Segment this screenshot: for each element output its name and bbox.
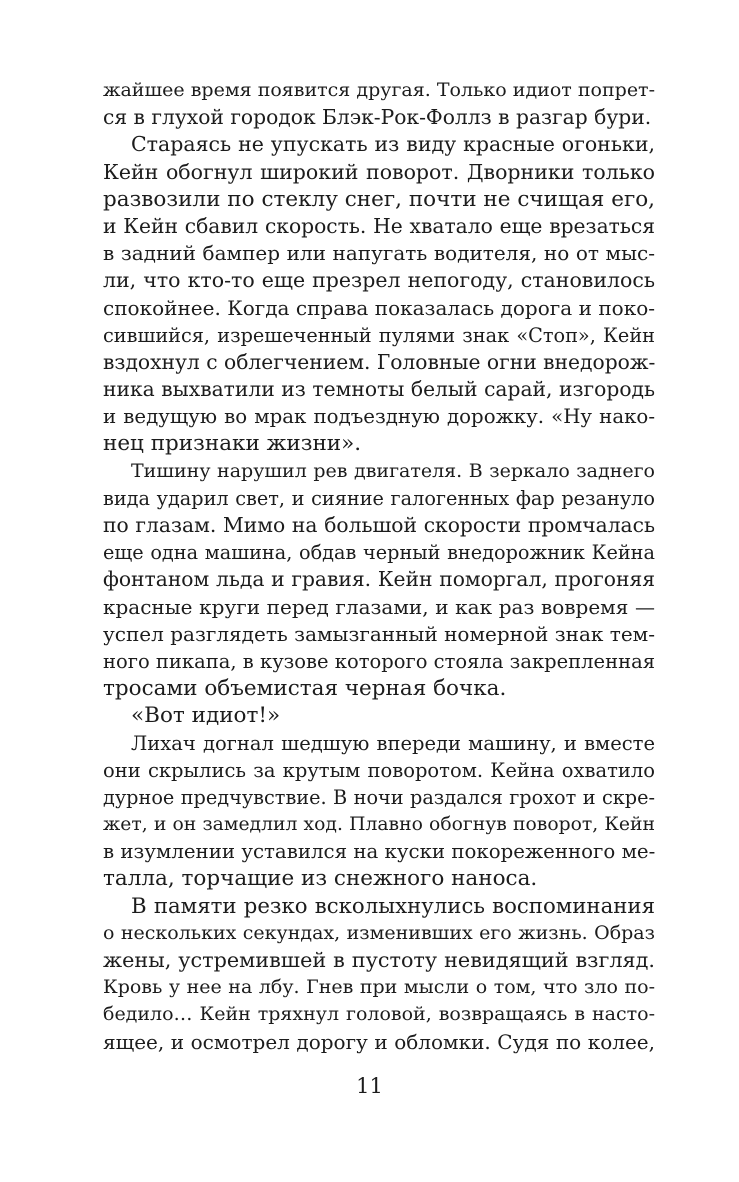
text-line: фонтаном льда и гравия. Кейн поморгал, прогоняя bbox=[103, 567, 655, 592]
text-line: «Вот идиот!» bbox=[131, 703, 281, 729]
text-line: и ведущую во мрак подъездную дорожку. «Ну нако- bbox=[103, 405, 655, 429]
text-line: о нескольких секундах, изменивших его жизнь. Образ bbox=[103, 921, 655, 944]
text-line: дурное предчувствие. В ночи раздался грохот и скре- bbox=[103, 785, 655, 809]
text-line: ника выхватили из темноты белый сарай, изгородь bbox=[103, 377, 655, 402]
text-line: ящее, и осмотрел дорогу и обломки. Судя по колее, bbox=[103, 1029, 655, 1054]
text-line: ного пикапа, в кузове которого стояла закрепленная bbox=[103, 649, 655, 673]
text-line: развозили по стеклу снег, почти не счищая его, bbox=[103, 186, 655, 212]
text-line: тросами объемистая черная бочка. bbox=[103, 676, 507, 702]
text-line: вида ударил свет, и сияние галогенных фар резануло bbox=[103, 486, 655, 510]
text-line: Лихач догнал шедшую впереди машину, и вместе bbox=[131, 731, 655, 755]
text-line: жайшее время появится другая. Только идиот попрет- bbox=[103, 79, 655, 101]
text-line: нец признаки жизни». bbox=[103, 431, 362, 457]
text-line: Стараясь не упускать из виду красные огоньки, bbox=[131, 132, 655, 157]
text-line: красные круги перед глазами, и как раз вовремя — bbox=[103, 594, 655, 619]
body-text bbox=[103, 77, 655, 1056]
text-line: спокойнее. Когда справа показалась дорога и поко- bbox=[103, 295, 655, 320]
text-line: В памяти резко всколыхнулись воспоминания bbox=[131, 893, 655, 919]
text-line: в изумлении уставился на куски покореженного ме- bbox=[103, 840, 656, 864]
text-line: вздохнул с облегчением. Головные огни внедорож- bbox=[103, 349, 656, 374]
text-line: по глазам. Мимо на большой скорости промчалась bbox=[103, 513, 655, 537]
text-line: успел разглядеть замызганный номерной знак тем- bbox=[103, 621, 655, 646]
text-line: жены, устремившей в пустоту невидящий взгляд. bbox=[103, 948, 655, 972]
text-line: бедило… Кейн тряхнул головой, возвращаясь в насто- bbox=[103, 1003, 655, 1026]
text-line: Кейн обогнул широкий поворот. Дворники только bbox=[103, 159, 655, 184]
text-line: ли, что кто-то еще презрел непогоду, становилось bbox=[103, 268, 655, 293]
text-line: и Кейн сбавил скорость. Не хватало еще врезаться bbox=[103, 213, 655, 238]
text-line: Тишину нарушил рев двигателя. В зеркало заднего bbox=[131, 459, 655, 482]
text-line: ся в глухой городок Блэк-Рок-Фоллз в разгар бури. bbox=[103, 105, 652, 130]
page-number: 11 bbox=[356, 1074, 383, 1098]
text-line: еще одна машина, обдав черный внедорожник Кейна bbox=[103, 541, 655, 565]
text-line: в задний бампер или напугать водителя, но от мыс- bbox=[103, 241, 655, 266]
text-line: талла, торчащие из снежного наноса. bbox=[103, 866, 538, 892]
text-line: жет, и он замедлил ход. Плавно обогнув поворот, Кейн bbox=[103, 814, 655, 836]
text-line: Кровь у нее на лбу. Гнев при мысли о том, что зло по- bbox=[103, 976, 655, 999]
text-line: они скрылись за крутым поворотом. Кейна охватило bbox=[103, 758, 655, 782]
text-line: сившийся, изрешеченный пулями знак «Стоп», Кейн bbox=[103, 323, 655, 347]
